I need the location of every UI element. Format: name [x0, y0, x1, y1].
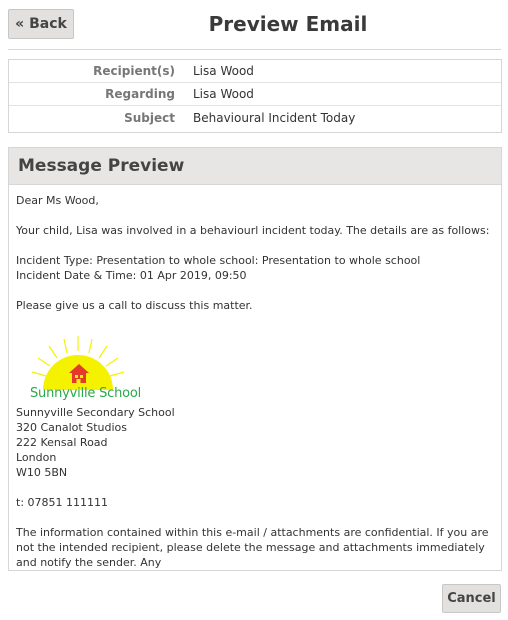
- address-line: W10 5BN: [16, 466, 68, 479]
- address-line: London: [16, 451, 57, 464]
- logo-text: Sunnyville School: [30, 386, 142, 401]
- call-request: Please give us a call to discuss this matter.: [16, 299, 253, 312]
- detail-row-regarding: [9, 83, 501, 106]
- detail-row-recipients: [9, 60, 501, 83]
- address-line: 222 Kensal Road: [16, 436, 108, 449]
- incident-type: Incident Type: Presentation to whole school: Presentation to whole school: [16, 254, 421, 267]
- message-preview-body: [9, 185, 501, 570]
- detail-label: Subject: [124, 110, 175, 125]
- message-preview-panel[interactable]: [8, 147, 502, 571]
- address-line: 320 Canalot Studios: [16, 421, 127, 434]
- detail-value: Lisa Wood: [193, 64, 254, 78]
- address-line: Sunnyville Secondary School: [16, 406, 175, 419]
- detail-label: Recipient(s): [93, 64, 175, 78]
- detail-value: Behavioural Incident Today: [193, 110, 356, 125]
- sun-house-icon: [16, 332, 146, 390]
- intro-text: Your child, Lisa was involved in a behaviourl incident today. The details are as follows:: [16, 224, 490, 237]
- header-divider: [8, 49, 501, 50]
- confidentiality-notice: The information contained within this e-mail / attachments are confidential. If you are not the intended recipient, please delete the message and attachments immediately and notify the sender. Any: [16, 526, 489, 569]
- school-logo: [16, 332, 146, 404]
- detail-row-subject: [9, 106, 501, 129]
- back-button[interactable]: « Back: [8, 9, 74, 39]
- greeting: Dear Ms Wood,: [16, 194, 99, 207]
- cancel-button[interactable]: Cancel: [442, 584, 501, 613]
- detail-value: Lisa Wood: [193, 87, 254, 101]
- message-preview-heading: Message Preview: [9, 148, 501, 185]
- incident-datetime: Incident Date & Time: 01 Apr 2019, 09:50: [16, 269, 247, 282]
- email-details-table: [8, 59, 502, 133]
- phone-number: t: 07851 111111: [16, 496, 108, 509]
- detail-label: Regarding: [105, 87, 175, 101]
- page-title: Preview Email: [208, 12, 368, 36]
